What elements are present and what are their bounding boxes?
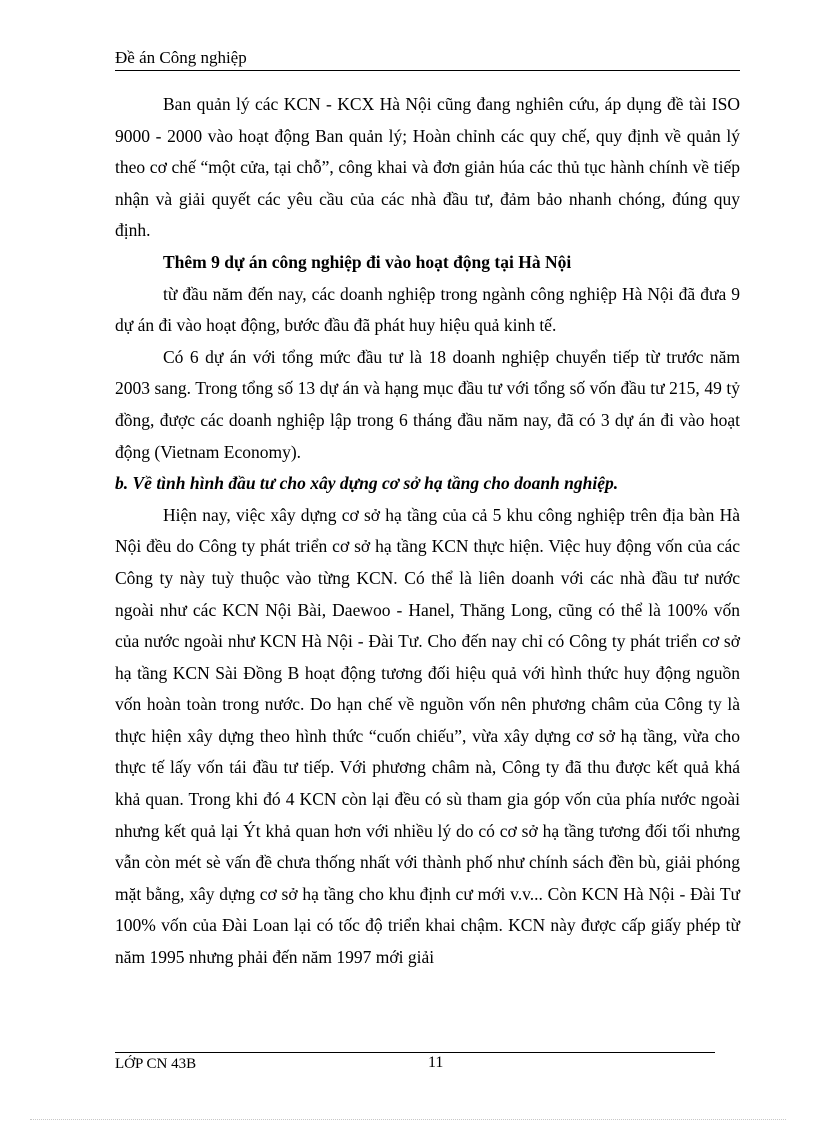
section-heading-b: b. Về tình hình đầu tư cho xây dựng cơ sở hạ tầng cho doanh nghiệp. bbox=[115, 473, 619, 494]
header-title: Đề án Công nghiệp bbox=[115, 48, 247, 67]
paragraph-iso: Ban quản lý các KCN - KCX Hà Nội cũng đang nghiên cứu, áp dụng đề tài ISO 9000 - 2000 vào hoạt động Ban quản lý; Hoàn chỉnh các quy chế, quy định về quản lý theo cơ chế “một cửa, tại chỗ”, công khai và đơn giản húa các thủ tục hành chính về tiếp nhận và giải quyết các yêu cầu của các nhà đầu tư, đảm bảo nhanh chóng, đúng quy định. bbox=[115, 94, 740, 241]
paragraph-projects: từ đầu năm đến nay, các doanh nghiệp trong ngành công nghiệp Hà Nội đã đưa 9 dự án đi vào hoạt động, bước đầu đã phát huy hiệu quả kinh tế. bbox=[115, 283, 740, 336]
paragraph-investment: Có 6 dự án với tổng mức đầu tư là 18 doanh nghiệp chuyển tiếp từ trước năm 2003 sang. Trong tổng số 13 dự án và hạng mục đầu tư với tổng số vốn đầu tư 215, 49 tỷ đồng, được các doanh nghiệp lập trong 6 tháng đầu năm nay, đã có 3 dự án đi vào hoạt động (Vietnam Economy). bbox=[115, 346, 740, 462]
news-heading: Thêm 9 dự án công nghiệp đi vào hoạt động tại Hà Nội bbox=[163, 251, 572, 272]
footer-class-label: LỚP CN 43B bbox=[115, 1056, 197, 1072]
document-body bbox=[115, 89, 740, 974]
page-bottom-border bbox=[30, 1119, 786, 1120]
paragraph-infrastructure: Hiện nay, việc xây dựng cơ sở hạ tầng của cả 5 khu công nghiệp trên địa bàn Hà Nội đều do Công ty phát triển cơ sở hạ tầng KCN thực hiện. Việc huy động vốn của các Công ty này tuỳ thuộc vào từng KCN. Có thể là liên doanh với các nhà đầu tư nước ngoài như các KCN Nội Bài, Daewoo - Hanel, Thăng Long, cũng có thể là 100% vốn của nước ngoài như KCN Hà Nội - Đài Tư. Cho đến nay chỉ có Công ty phát triển cơ sở hạ tầng KCN Sài Đồng B hoạt động tương đối hiệu quả với hình thức huy động nguồn vốn hoàn toàn trong nước. Do hạn chế về nguồn vốn nên phương châm của Công ty là thực hiện xây dựng theo hình thức “cuốn chiếu”, vừa xây dựng cơ sở hạ tầng, vừa cho thực tế lấy vốn tái đầu tư tiếp. Với phương châm nà, Công ty đã thu được kết quả khá khả quan. Trong khi đó 4 KCN còn lại đều có sù tham gia góp vốn của phía nước ngoài nhưng kết quả lại Ýt khả quan hơn với nhiều lý do có cơ sở hạ tầng tương đối tối nhưng vẫn còn mét sè vấn đề chưa thống nhất với thành phố như chính sách đền bù, giải phóng mặt bằng, xây dựng cơ sở hạ tầng cho khu định cư mới v.v... Còn KCN Hà Nội - Đài Tư 100% vốn của Đài Loan lại có tốc độ triển khai chậm. KCN này được cấp giấy phép từ năm 1995 nhưng phải đến năm 1997 mới giải bbox=[115, 504, 740, 968]
page-number: 11 bbox=[428, 1054, 444, 1071]
page-header bbox=[115, 48, 740, 71]
footer-divider bbox=[115, 1052, 715, 1053]
